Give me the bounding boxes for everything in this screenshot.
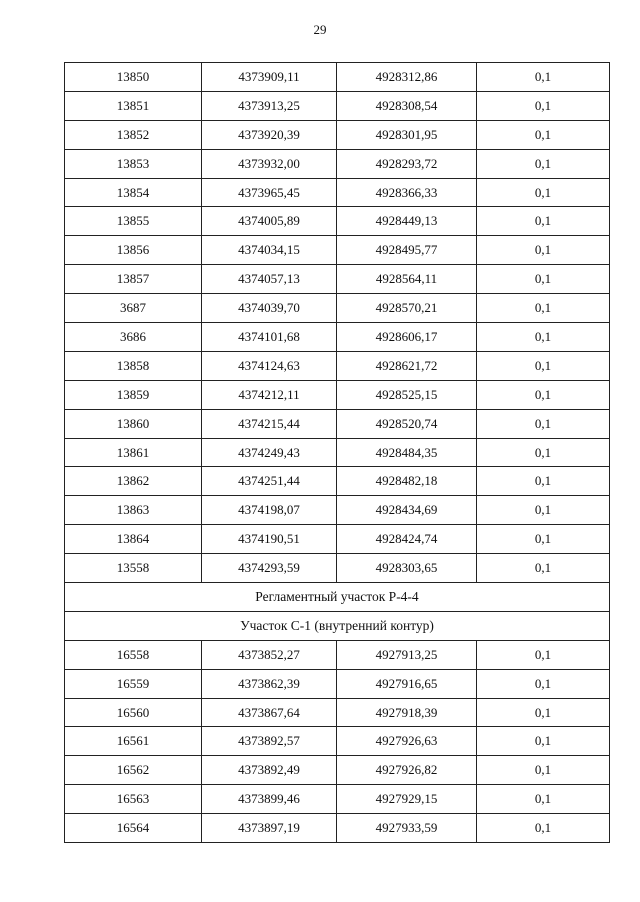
section-row <box>65 583 610 612</box>
point-number-cell: 13852 <box>65 120 202 149</box>
point-number-cell: 13858 <box>65 351 202 380</box>
accuracy-cell: 0,1 <box>477 756 610 785</box>
y-coordinate-cell: 4928606,17 <box>337 323 477 352</box>
table-row <box>65 178 610 207</box>
accuracy-cell: 0,1 <box>477 380 610 409</box>
subsection-row <box>65 611 610 640</box>
accuracy-cell: 0,1 <box>477 120 610 149</box>
point-number-cell: 13864 <box>65 525 202 554</box>
accuracy-cell: 0,1 <box>477 525 610 554</box>
point-number-cell: 16559 <box>65 669 202 698</box>
accuracy-cell: 0,1 <box>477 785 610 814</box>
table-row <box>65 351 610 380</box>
point-number-cell: 13857 <box>65 265 202 294</box>
point-number-cell: 16564 <box>65 814 202 843</box>
y-coordinate-cell: 4928495,77 <box>337 236 477 265</box>
y-coordinate-cell: 4928366,33 <box>337 178 477 207</box>
table-row <box>65 669 610 698</box>
x-coordinate-cell: 4374124,63 <box>202 351 337 380</box>
point-number-cell: 16558 <box>65 640 202 669</box>
table-row <box>65 785 610 814</box>
x-coordinate-cell: 4373862,39 <box>202 669 337 698</box>
accuracy-cell: 0,1 <box>477 149 610 178</box>
table-row <box>65 91 610 120</box>
table-row <box>65 380 610 409</box>
point-number-cell: 3687 <box>65 294 202 323</box>
point-number-cell: 16561 <box>65 727 202 756</box>
table-row <box>65 323 610 352</box>
table-row <box>65 640 610 669</box>
point-number-cell: 13558 <box>65 554 202 583</box>
accuracy-cell: 0,1 <box>477 91 610 120</box>
accuracy-cell: 0,1 <box>477 351 610 380</box>
table-row <box>65 814 610 843</box>
table-row <box>65 467 610 496</box>
table-row <box>65 554 610 583</box>
accuracy-cell: 0,1 <box>477 727 610 756</box>
x-coordinate-cell: 4374101,68 <box>202 323 337 352</box>
x-coordinate-cell: 4373852,27 <box>202 640 337 669</box>
y-coordinate-cell: 4928564,11 <box>337 265 477 294</box>
x-coordinate-cell: 4373867,64 <box>202 698 337 727</box>
subsection-title: Участок С-1 (внутренний контур) <box>65 611 610 640</box>
x-coordinate-cell: 4374034,15 <box>202 236 337 265</box>
y-coordinate-cell: 4927933,59 <box>337 814 477 843</box>
y-coordinate-cell: 4927926,82 <box>337 756 477 785</box>
table-row <box>65 63 610 92</box>
table-row <box>65 149 610 178</box>
section-title: Регламентный участок Р-4-4 <box>65 583 610 612</box>
x-coordinate-cell: 4373909,11 <box>202 63 337 92</box>
table-row <box>65 525 610 554</box>
y-coordinate-cell: 4928570,21 <box>337 294 477 323</box>
x-coordinate-cell: 4374215,44 <box>202 409 337 438</box>
y-coordinate-cell: 4928525,15 <box>337 380 477 409</box>
y-coordinate-cell: 4927918,39 <box>337 698 477 727</box>
point-number-cell: 13851 <box>65 91 202 120</box>
y-coordinate-cell: 4928312,86 <box>337 63 477 92</box>
table-row <box>65 265 610 294</box>
x-coordinate-cell: 4373920,39 <box>202 120 337 149</box>
point-number-cell: 16560 <box>65 698 202 727</box>
page-number: 29 <box>313 22 327 37</box>
point-number-cell: 16562 <box>65 756 202 785</box>
y-coordinate-cell: 4928520,74 <box>337 409 477 438</box>
y-coordinate-cell: 4928449,13 <box>337 207 477 236</box>
x-coordinate-cell: 4373899,46 <box>202 785 337 814</box>
table-row <box>65 438 610 467</box>
x-coordinate-cell: 4374198,07 <box>202 496 337 525</box>
y-coordinate-cell: 4928484,35 <box>337 438 477 467</box>
table-row <box>65 120 610 149</box>
table-row <box>65 236 610 265</box>
y-coordinate-cell: 4928301,95 <box>337 120 477 149</box>
point-number-cell: 13853 <box>65 149 202 178</box>
accuracy-cell: 0,1 <box>477 178 610 207</box>
x-coordinate-cell: 4374190,51 <box>202 525 337 554</box>
x-coordinate-cell: 4373892,57 <box>202 727 337 756</box>
x-coordinate-cell: 4373892,49 <box>202 756 337 785</box>
accuracy-cell: 0,1 <box>477 438 610 467</box>
accuracy-cell: 0,1 <box>477 669 610 698</box>
accuracy-cell: 0,1 <box>477 236 610 265</box>
point-number-cell: 13855 <box>65 207 202 236</box>
accuracy-cell: 0,1 <box>477 496 610 525</box>
point-number-cell: 13861 <box>65 438 202 467</box>
table-row <box>65 294 610 323</box>
x-coordinate-cell: 4373897,19 <box>202 814 337 843</box>
point-number-cell: 13859 <box>65 380 202 409</box>
coordinates-table <box>64 62 610 843</box>
accuracy-cell: 0,1 <box>477 265 610 294</box>
accuracy-cell: 0,1 <box>477 63 610 92</box>
y-coordinate-cell: 4927916,65 <box>337 669 477 698</box>
point-number-cell: 13850 <box>65 63 202 92</box>
y-coordinate-cell: 4928308,54 <box>337 91 477 120</box>
y-coordinate-cell: 4928293,72 <box>337 149 477 178</box>
x-coordinate-cell: 4374249,43 <box>202 438 337 467</box>
accuracy-cell: 0,1 <box>477 698 610 727</box>
y-coordinate-cell: 4928303,65 <box>337 554 477 583</box>
accuracy-cell: 0,1 <box>477 640 610 669</box>
accuracy-cell: 0,1 <box>477 554 610 583</box>
point-number-cell: 16563 <box>65 785 202 814</box>
accuracy-cell: 0,1 <box>477 294 610 323</box>
point-number-cell: 13863 <box>65 496 202 525</box>
point-number-cell: 13854 <box>65 178 202 207</box>
x-coordinate-cell: 4374212,11 <box>202 380 337 409</box>
accuracy-cell: 0,1 <box>477 207 610 236</box>
y-coordinate-cell: 4928424,74 <box>337 525 477 554</box>
point-number-cell: 13862 <box>65 467 202 496</box>
table-row <box>65 496 610 525</box>
section-header-group <box>65 583 610 641</box>
x-coordinate-cell: 4373932,00 <box>202 149 337 178</box>
point-number-cell: 13860 <box>65 409 202 438</box>
accuracy-cell: 0,1 <box>477 467 610 496</box>
x-coordinate-cell: 4374293,59 <box>202 554 337 583</box>
x-coordinate-cell: 4374057,13 <box>202 265 337 294</box>
table-row <box>65 698 610 727</box>
x-coordinate-cell: 4374039,70 <box>202 294 337 323</box>
x-coordinate-cell: 4373913,25 <box>202 91 337 120</box>
table-row <box>65 207 610 236</box>
accuracy-cell: 0,1 <box>477 409 610 438</box>
coordinates-table-body-bottom <box>65 640 610 842</box>
coordinates-table-body-top <box>65 63 610 583</box>
accuracy-cell: 0,1 <box>477 323 610 352</box>
table-row <box>65 756 610 785</box>
y-coordinate-cell: 4928434,69 <box>337 496 477 525</box>
y-coordinate-cell: 4927926,63 <box>337 727 477 756</box>
y-coordinate-cell: 4928482,18 <box>337 467 477 496</box>
point-number-cell: 3686 <box>65 323 202 352</box>
x-coordinate-cell: 4373965,45 <box>202 178 337 207</box>
point-number-cell: 13856 <box>65 236 202 265</box>
x-coordinate-cell: 4374251,44 <box>202 467 337 496</box>
accuracy-cell: 0,1 <box>477 814 610 843</box>
y-coordinate-cell: 4927913,25 <box>337 640 477 669</box>
x-coordinate-cell: 4374005,89 <box>202 207 337 236</box>
table-row <box>65 409 610 438</box>
y-coordinate-cell: 4928621,72 <box>337 351 477 380</box>
table-row <box>65 727 610 756</box>
y-coordinate-cell: 4927929,15 <box>337 785 477 814</box>
